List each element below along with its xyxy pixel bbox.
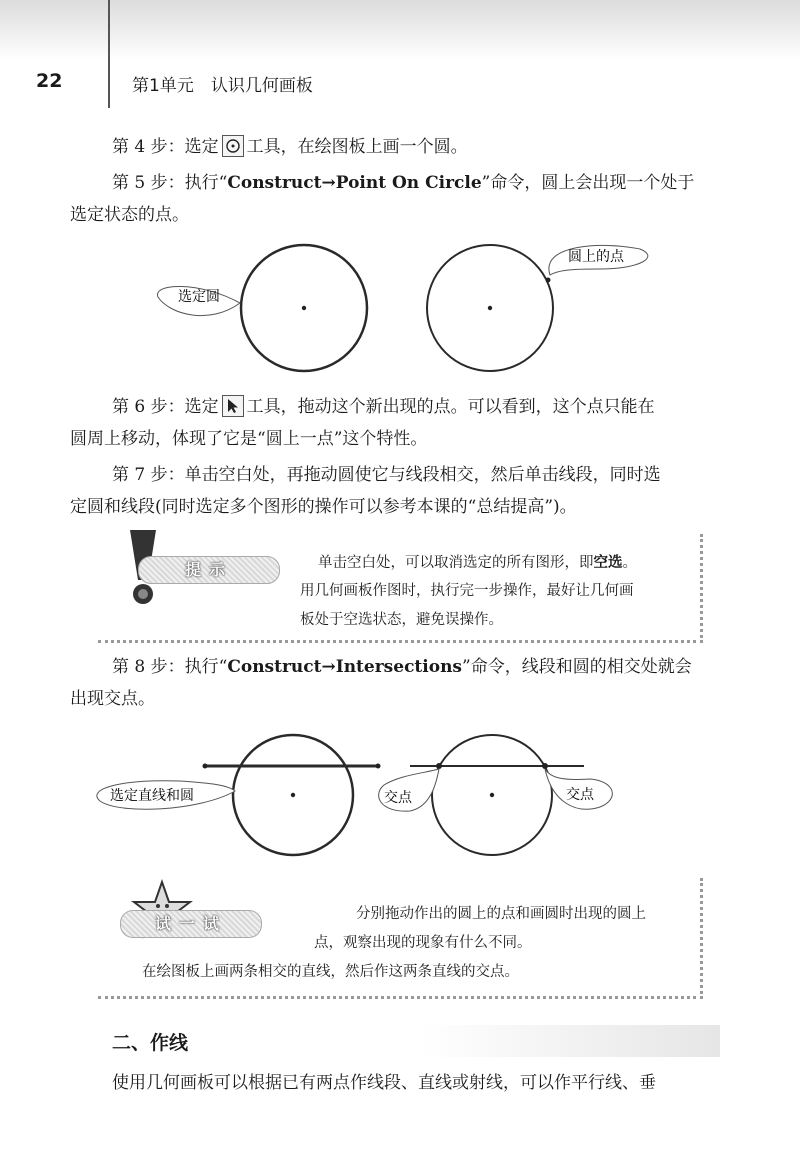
tip-line-2: 用几何画板作图时，执行完一步操作，最好让几何画	[300, 583, 634, 599]
intersection-point-left	[436, 763, 442, 769]
figure-intersections	[80, 725, 640, 860]
try-badge: 试一试	[120, 910, 262, 938]
step-5-line2: 选定状态的点。	[70, 205, 189, 225]
step-8	[112, 652, 728, 682]
step-7: 第 7 步：单击空白处，再拖动圆使它与线段相交，然后单击线段，同时选	[112, 465, 661, 485]
label-selected-circle: 选定圆	[178, 289, 220, 305]
label-intersection-right: 交点	[566, 787, 594, 803]
selected-line-circle-figure	[97, 735, 381, 855]
try-line-1: 分别拖动作出的圆上的点和画圆时出现的圆上	[356, 906, 646, 922]
arrow-tool-icon	[222, 395, 244, 417]
step-8-prefix: 第 8 步：执行“	[112, 657, 228, 677]
label-point-on-circle: 圆上的点	[568, 249, 624, 265]
tip-line-1	[318, 548, 637, 578]
step-5-prefix: 第 5 步：执行“	[112, 173, 228, 193]
intersection-point-right	[542, 763, 548, 769]
step-6-prefix: 第 6 步：选定	[112, 397, 219, 417]
step-4	[112, 132, 728, 162]
step-8-line2: 出现交点。	[70, 689, 155, 709]
section-band	[420, 1025, 720, 1057]
step-5-suffix: ”命令，圆上会出现一个处于	[481, 173, 695, 193]
step-8-command: Construct→Intersections	[227, 657, 462, 677]
circle-tool-icon	[222, 135, 244, 157]
try-line-2: 点，观察出现的现象有什么不同。	[314, 935, 532, 951]
try-box	[98, 878, 703, 999]
figure-point-on-circle	[140, 235, 660, 385]
step-6	[112, 392, 728, 422]
tip-line-1-end: 。	[622, 555, 637, 571]
unit-title: 第1单元 认识几何画板	[132, 76, 313, 96]
step-7-line2: 定圆和线段(同时选定多个图形的操作可以参考本课的“总结提高”)。	[70, 497, 577, 517]
section-intro: 使用几何画板可以根据已有两点作线段、直线或射线，可以作平行线、垂	[112, 1073, 656, 1093]
tip-line-3: 板处于空选状态，避免误操作。	[300, 612, 503, 628]
step-5-command: Construct→Point On Circle	[227, 173, 482, 193]
step-8-suffix: ”命令，线段和圆的相交处就会	[462, 657, 692, 677]
step-4-suffix: 工具，在绘图板上画一个圆。	[246, 137, 468, 157]
circle-center-point	[291, 793, 295, 797]
segment-endpoint	[203, 764, 208, 769]
point-on-circle	[546, 278, 551, 283]
step-5	[112, 168, 728, 198]
page-number: 22	[36, 70, 63, 92]
section-title: 二、作线	[112, 1032, 189, 1054]
try-line-3: 在绘图板上画两条相交的直线，然后作这两条直线的交点。	[142, 964, 519, 980]
step-4-prefix: 第 4 步：选定	[112, 137, 219, 157]
tip-badge: 提示	[138, 556, 280, 584]
step-6-line2: 圆周上移动，体现了它是“圆上一点”这个特性。	[70, 429, 428, 449]
circle-center-point	[490, 793, 494, 797]
tip-line-1-text: 单击空白处，可以取消选定的所有图形，即	[318, 555, 594, 571]
point-on-circle-figure	[427, 245, 648, 371]
step-6-suffix: 工具，拖动这个新出现的点。可以看到，这个点只能在	[246, 397, 655, 417]
circle-center-point	[302, 306, 306, 310]
circle-center-point	[488, 306, 492, 310]
label-intersection-left: 交点	[384, 790, 412, 806]
label-selected-line-circle: 选定直线和圆	[110, 788, 194, 804]
tip-line-1-bold: 空选	[593, 554, 623, 571]
tip-box	[98, 534, 703, 643]
intersection-figure	[379, 735, 613, 855]
header-divider	[108, 0, 110, 108]
segment-endpoint	[376, 764, 381, 769]
header-band	[0, 0, 800, 60]
selected-circle-figure	[157, 245, 367, 371]
